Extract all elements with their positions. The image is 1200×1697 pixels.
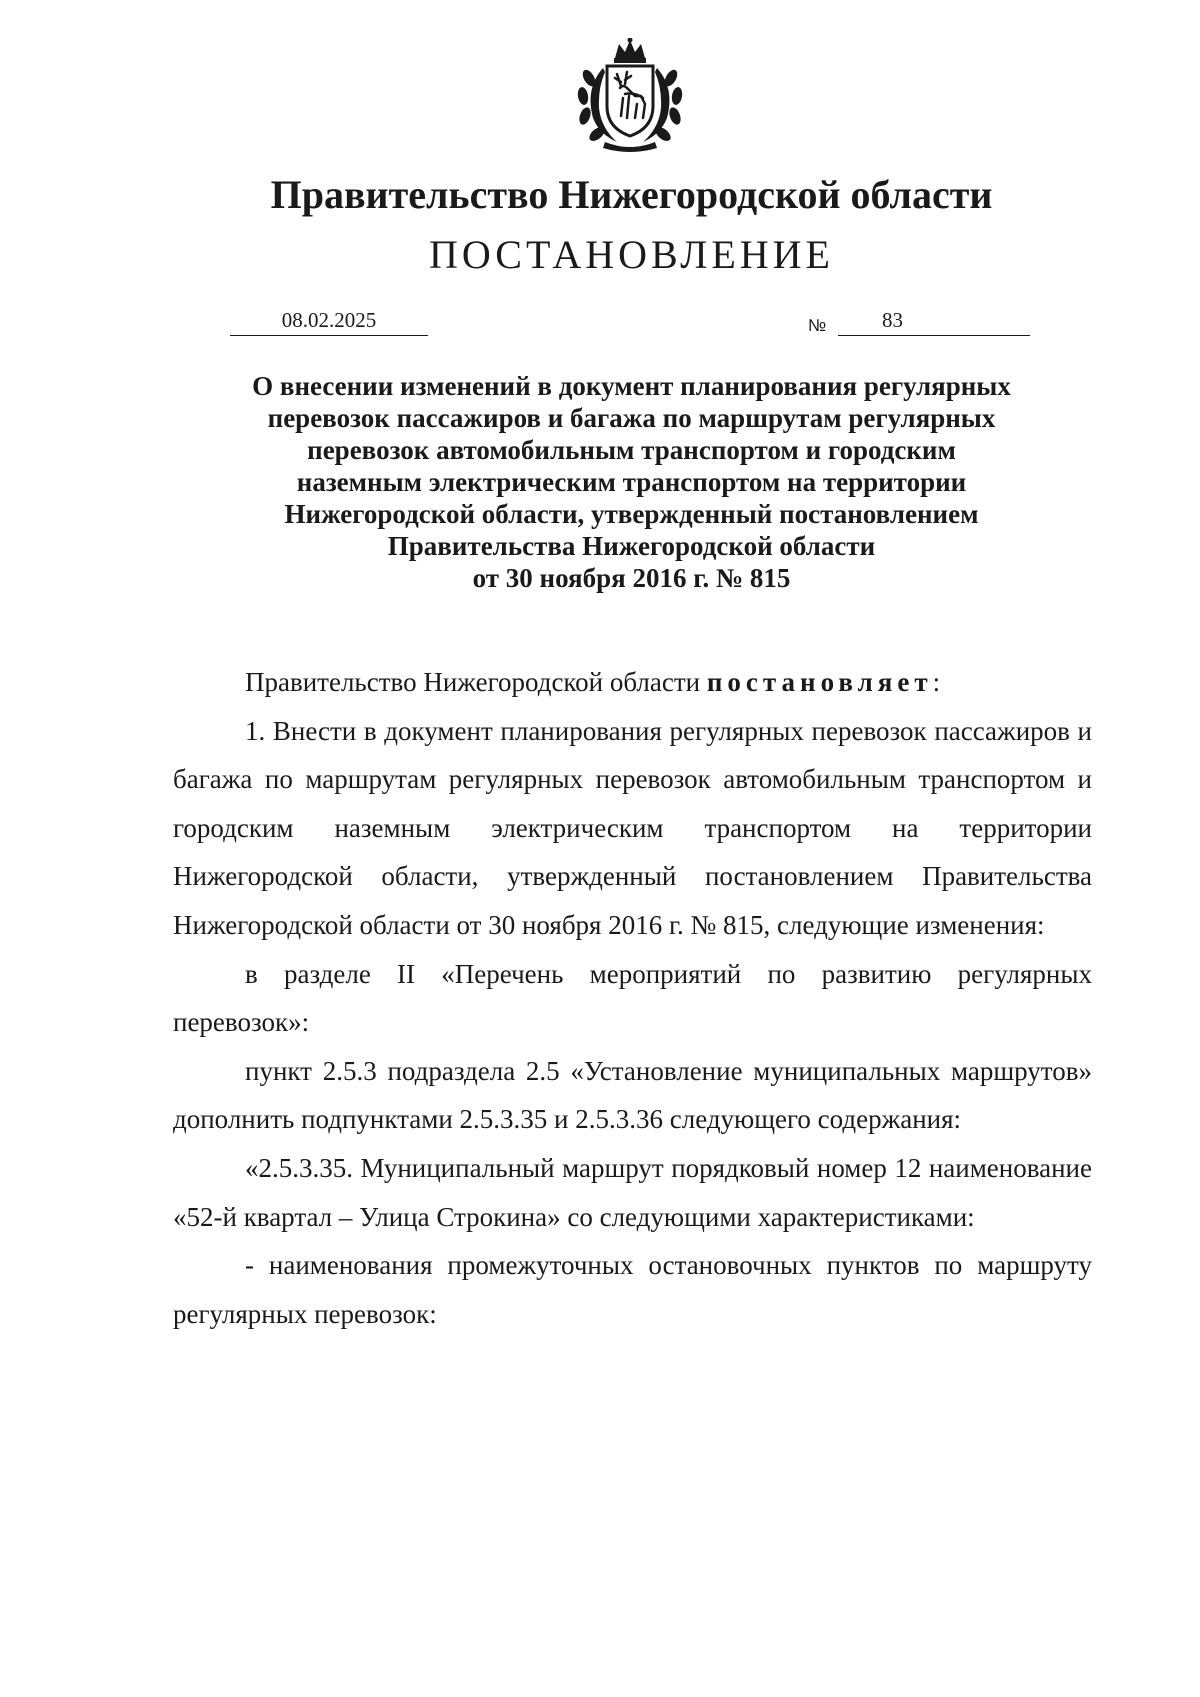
document-type: ПОСТАНОВЛЕНИЕ [429, 232, 834, 277]
intro-colon: : [932, 667, 941, 697]
body-paragraph: 1. Внести в документ планирования регулярных перевозок пассажиров и багажа по маршрутам регулярных перевозок автомобильным транспортом и городским наземным электрическим транспортом на территории Нижегородской области, утвержденный постановлением Правительства Нижегородской области от 30 ноября 2016 г. № 815, следующие изменения: [173, 715, 1092, 940]
number-label: № [808, 316, 827, 335]
intro-text: Правительство Нижегородской области [245, 667, 707, 697]
subject-line: Правительства Нижегородской области [387, 531, 876, 561]
subject-line: О внесении изменений в документ планирования регулярных [252, 371, 1011, 401]
subject-line: перевозок пассажиров и багажа по маршрутам регулярных [267, 403, 996, 433]
resolves-verb: постановляет [706, 667, 933, 697]
document-number-field [838, 305, 1030, 336]
document-number: 83 [882, 308, 903, 332]
subject-line: наземным электрическим транспортом на территории [296, 467, 967, 497]
government-title: Правительство Нижегородской области [270, 172, 993, 217]
coat-of-arms-icon [565, 38, 695, 153]
subject-line: перевозок автомобильным транспортом и городским [307, 435, 956, 465]
document-date: 08.02.2025 [230, 305, 428, 336]
document-body [173, 658, 1092, 1338]
body-paragraph: в разделе II «Перечень мероприятий по развитию регулярных перевозок»: [173, 958, 1092, 1038]
body-paragraph: - наименования промежуточных остановочных пунктов по маршруту регулярных перевозок: [173, 1250, 1092, 1329]
document-subject [180, 370, 1083, 594]
body-paragraph: пункт 2.5.3 подраздела 2.5 «Установление муниципальных маршрутов» дополнить подпунктами 2.5.3.35 и 2.5.3.36 следующего содержания: [173, 1055, 1092, 1135]
subject-line: Нижегородской области, утвержденный постановлением [284, 499, 979, 529]
body-paragraph: «2.5.3.35. Муниципальный маршрут порядковый номер 12 наименование «52-й квартал – Улица Строкина» со следующими характеристиками: [173, 1152, 1092, 1232]
intro-paragraph [173, 658, 1092, 707]
subject-line: от 30 ноября 2016 г. № 815 [472, 563, 791, 593]
